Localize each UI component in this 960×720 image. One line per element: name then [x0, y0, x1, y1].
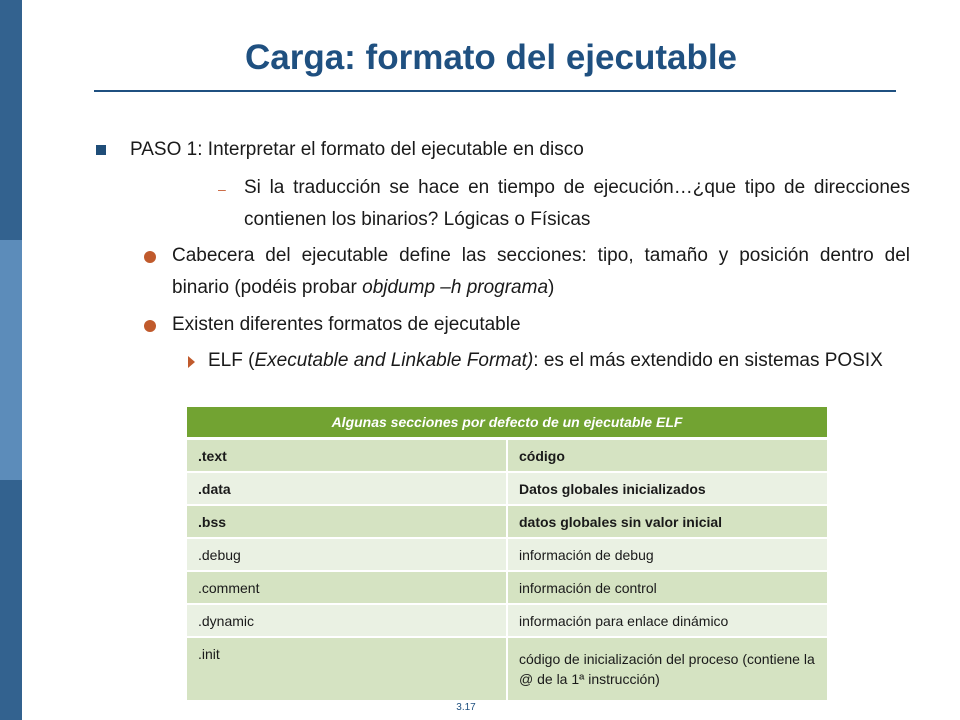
section-description-cell: información de debug — [507, 538, 827, 571]
section-name-cell: .text — [187, 439, 507, 473]
section-description-cell: información para enlace dinámico — [507, 604, 827, 637]
bullet-traduccion: Si la traducción se hace en tiempo de ejecución…¿que tipo de direcciones contienen los binarios? Lógicas o Físicas — [244, 177, 910, 230]
sidebar-segment-middle — [0, 240, 22, 480]
table-row — [187, 472, 827, 505]
section-name-cell: .data — [187, 472, 507, 505]
circle-bullet-icon — [144, 251, 156, 263]
sidebar-band — [0, 0, 22, 720]
table-header-row — [187, 407, 827, 439]
bullet-cabecera-end: ) — [548, 277, 555, 298]
section-description-cell: código de inicialización del proceso (contiene la @ de la 1ª instrucción) — [507, 637, 827, 701]
sidebar-segment-bottom — [0, 480, 22, 720]
table-row — [187, 538, 827, 571]
section-name-cell: .debug — [187, 538, 507, 571]
table-row — [187, 439, 827, 473]
bullet-paso-1: PASO 1: Interpretar el formato del ejecutable en disco — [130, 139, 584, 160]
section-name-cell: .comment — [187, 571, 507, 604]
section-description-cell: código — [507, 439, 827, 473]
title-divider — [94, 90, 896, 92]
section-name-cell: .dynamic — [187, 604, 507, 637]
dash-bullet-icon: – — [218, 181, 226, 197]
table-row — [187, 637, 827, 701]
objdump-command: objdump –h programa — [362, 277, 549, 298]
section-description-cell: Datos globales inicializados — [507, 472, 827, 505]
triangle-bullet-icon — [188, 356, 195, 368]
page-number: 3.17 — [456, 702, 476, 713]
bullet-cabecera — [172, 240, 910, 304]
bullet-cabecera-text: Cabecera del ejecutable define las secciones: tipo, tamaño y posición dentro del binario (podéis probar — [172, 245, 910, 298]
table-header: Algunas secciones por defecto de un ejecutable ELF — [187, 407, 827, 439]
section-description-cell: datos globales sin valor inicial — [507, 505, 827, 538]
bullet-formatos: Existen diferentes formatos de ejecutable — [172, 314, 521, 335]
section-name-cell: .init — [187, 637, 507, 701]
section-description-cell: información de control — [507, 571, 827, 604]
section-name-cell: .bss — [187, 505, 507, 538]
elf-expansion: Executable and Linkable Format) — [254, 350, 534, 371]
circle-bullet-icon — [144, 320, 156, 332]
table-row — [187, 604, 827, 637]
bullet-elf — [208, 345, 910, 377]
slide-title: Carga: formato del ejecutable — [244, 38, 738, 77]
bullet-elf-end: : es el más extendido en sistemas POSIX — [533, 350, 883, 371]
table-row — [187, 505, 827, 538]
sidebar-segment-top — [0, 0, 22, 240]
square-bullet-icon — [96, 145, 106, 155]
table-row — [187, 571, 827, 604]
elf-sections-table — [187, 407, 827, 702]
bullet-elf-start: ELF ( — [208, 350, 255, 371]
